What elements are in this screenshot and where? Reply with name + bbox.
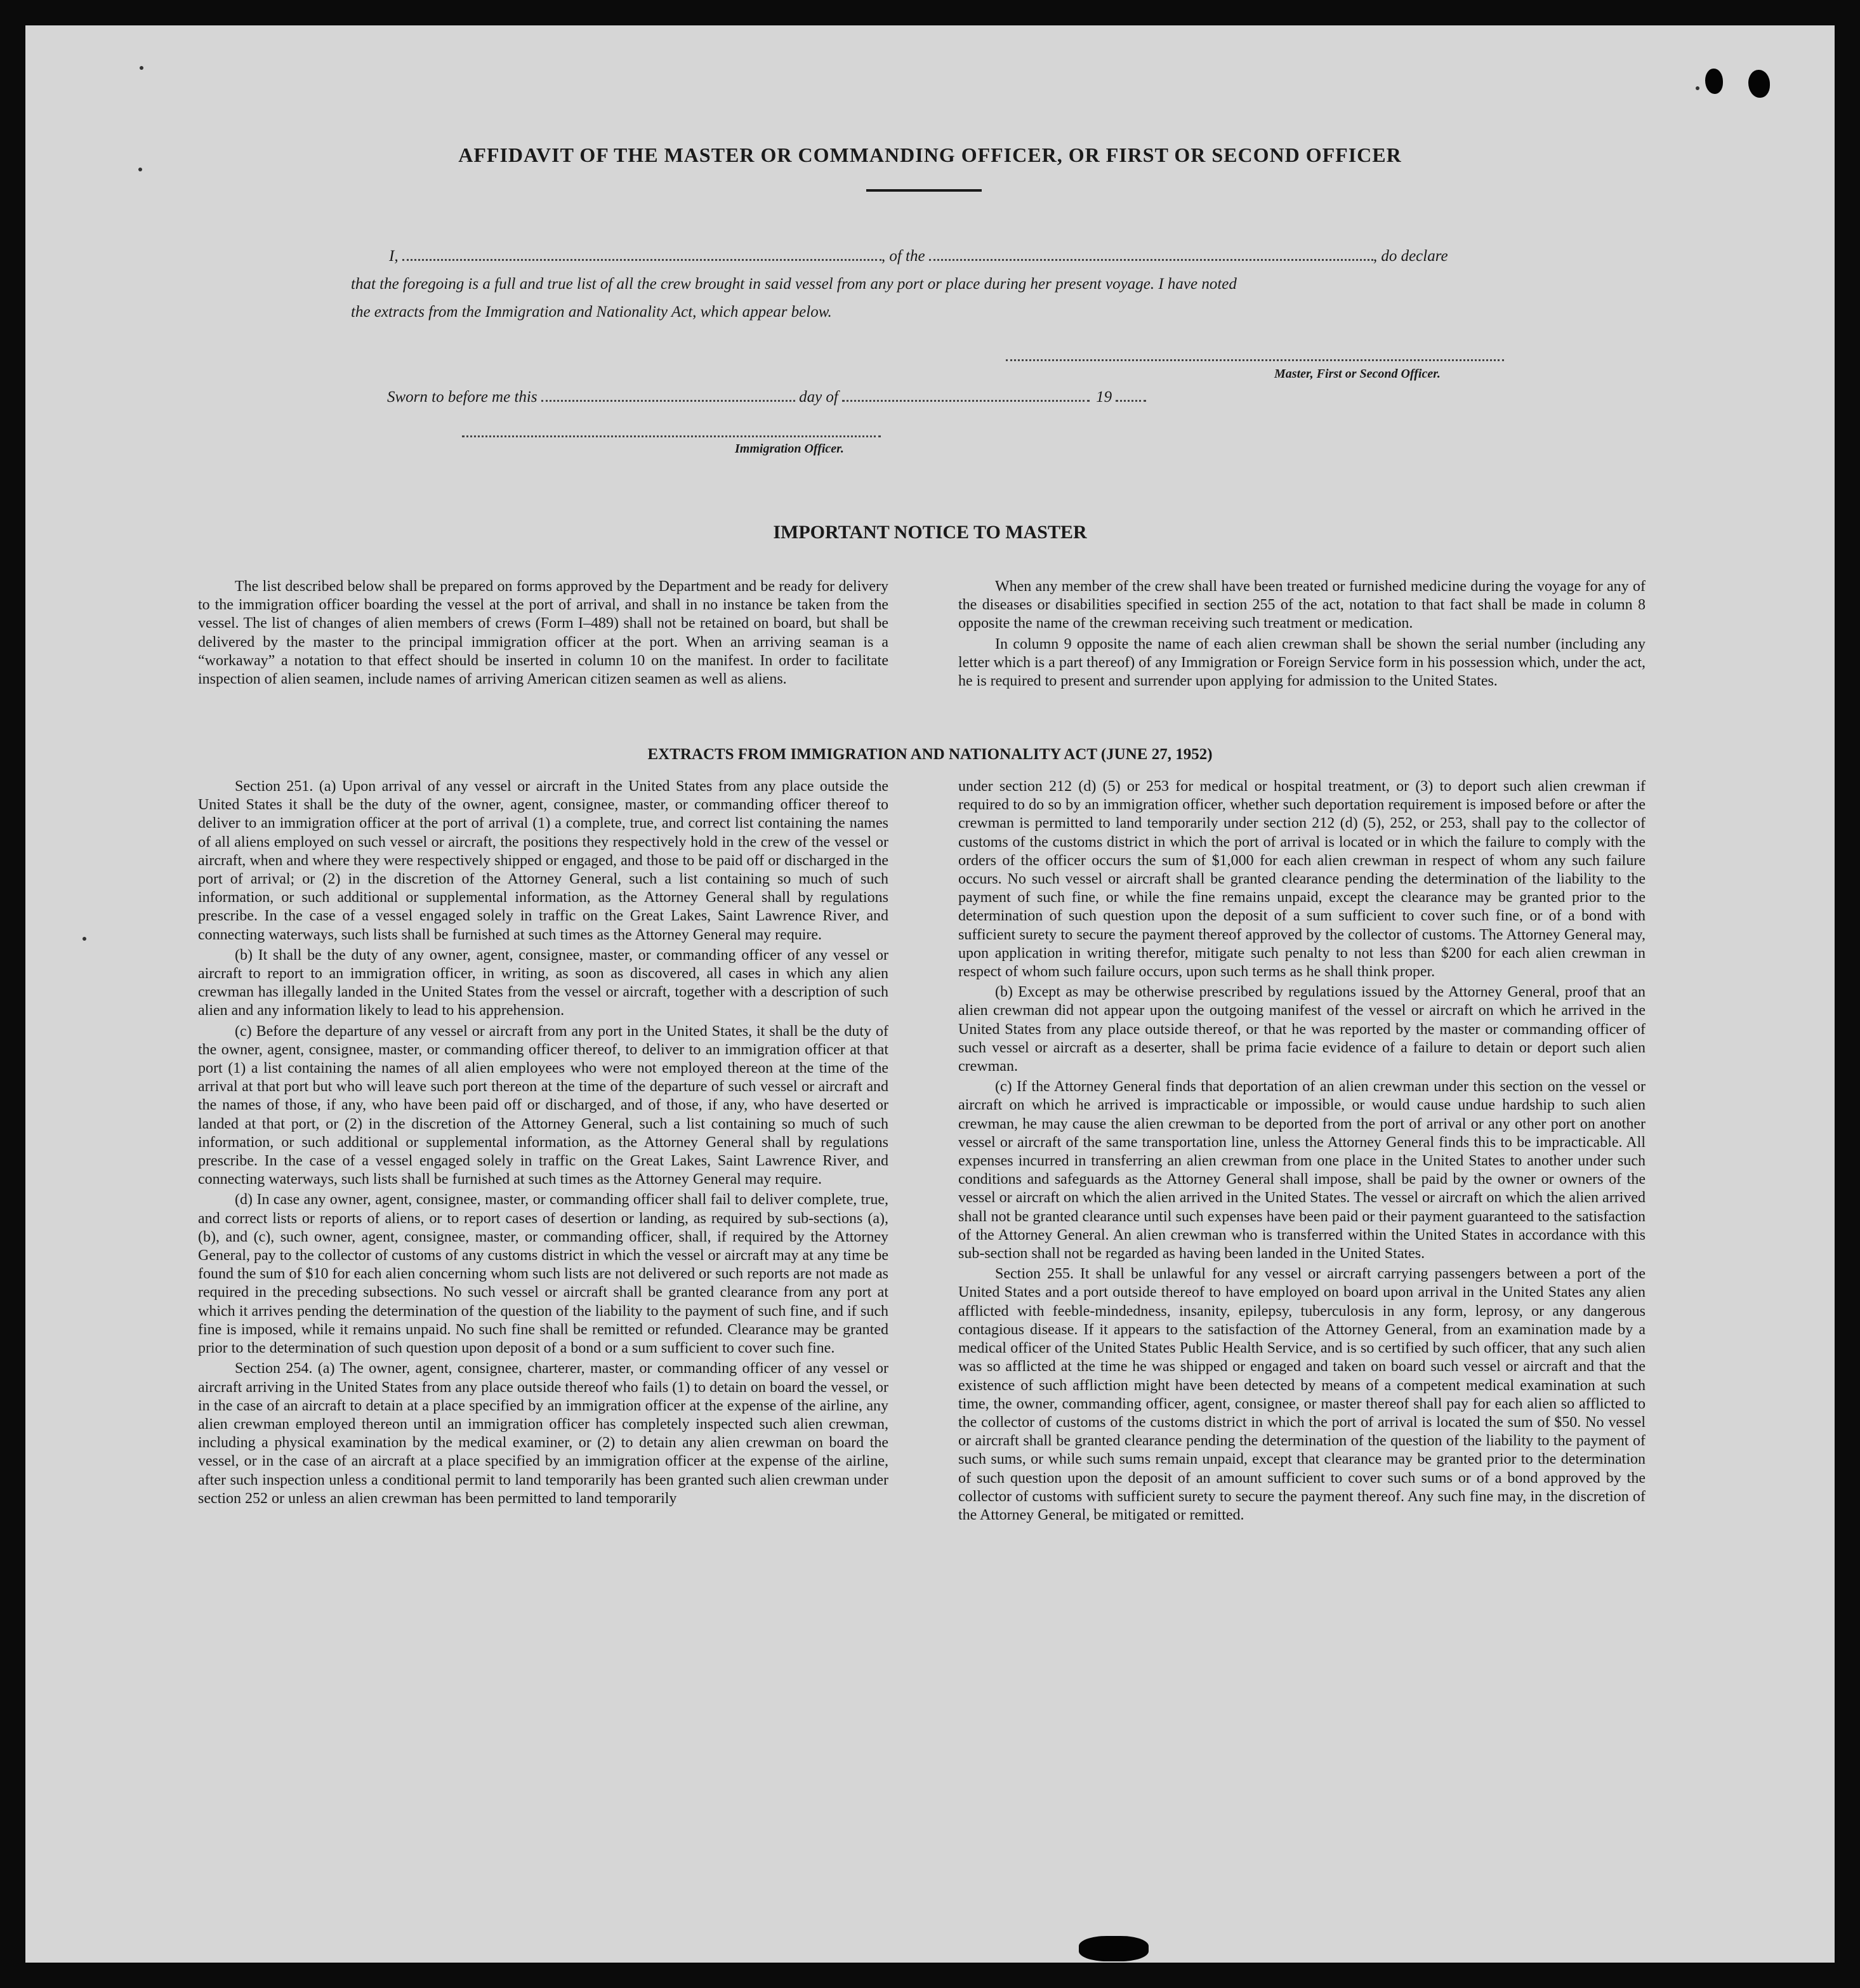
section-251-a: Section 251. (a) Upon arrival of any vessel or aircraft in the United States from any place outside the United States it shall be the duty of the owner, agent, consignee, master, or commanding officer thereof to deliver to an immigration officer at the port of arrival (1) a complete, true, and correct list containing the names of all aliens employed on such vessel or aircraft, the positions they respectively hold in the crew of the vessel or aircraft, when and where they were respectively shipped or engaged, and those to be paid off or discharged in the port of arrival; or (2) in the discretion of the Attorney General, such a list containing so much of such information, or such additional or supplemental information, as the Attorney General shall by regulations prescribe. In the case of a vessel engaged solely in traffic on the Great Lakes, Saint Lawrence River, and connecting waterways, such lists shall be furnished at such times as the Attorney General may require. xyxy=(198,778,888,943)
affidavit-declaration-line xyxy=(389,248,1448,265)
notice-right-column xyxy=(958,578,1646,692)
document-page xyxy=(25,25,1835,1963)
master-signature-field[interactable] xyxy=(1006,348,1504,361)
ink-blot xyxy=(1748,70,1770,98)
sworn-day-field[interactable] xyxy=(541,388,795,402)
section-254-a: Section 254. (a) The owner, agent, consignee, charterer, master, or commanding officer of any vessel or aircraft arriving in the United States from any place outside thereof who fails (1) to detain on board the vessel, or in the case of an aircraft to detain at a place specified by an immigration officer at the expense of the airline, any alien crewman employed thereon until an immigration officer has completely inspected such alien crewman, including a physical examination by the medical examiner, or (2) to detain any alien crewman on board the vessel, or in the case of an aircraft at a place specified by an immigration officer at the expense of the airline, after such inspection unless a conditional permit to land temporarily has been granted such alien crewman under section 252 or unless an alien crewman has been permitted to land temporarily xyxy=(198,1360,888,1507)
immigration-officer-signature-field[interactable] xyxy=(462,424,881,437)
affidavit-line-2: that the foregoing is a full and true list of all the crew brought in said vessel from any port or place during her present voyage. I have noted xyxy=(351,275,1237,293)
section-255: Section 255. It shall be unlawful for any vessel or aircraft carrying passengers between a port of the United States and a port outside thereof to have employed on board upon arrival in the United States any alien afflicted with feeble-mindedness, insanity, epilepsy, tuberculosis in any form, leprosy, or any dangerous contagious disease. If it appears to the satisfaction of the Attorney General, from an examination made by a medical officer of the United States Public Health Service, and is so certified by such officer, that any such alien was so afflicted at the time he was shipped or engaged and taken on board such vessel or aircraft and that the existence of such affliction might have been detected by means of a competent medical examination at such time, the owner, commanding officer, agent, consignee, or master thereof shall pay for each alien so afflicted to the collector of customs of the customs district in which the port of arrival is located the sum of $50. No vessel or aircraft shall be granted clearance pending the determination of the question of the liability to the payment of such sums, or while such sums remain unpaid, except that clearance may be granted prior to the determination of such question upon the deposit of an amount sufficient to cover such sums or of a bond approved by the collector of customs with sufficient surety to secure the payment thereof. Any such fine may, in the discretion of the Attorney General, be mitigated or remitted. xyxy=(958,1266,1646,1523)
extracts-title: EXTRACTS FROM IMMIGRATION AND NATIONALITY ACT (JUNE 27, 1952) xyxy=(647,746,1213,763)
paper-speck xyxy=(138,168,142,171)
notice-title: IMPORTANT NOTICE TO MASTER xyxy=(773,522,1087,543)
master-signature-caption: Master, First or Second Officer. xyxy=(1274,367,1441,381)
paper-speck xyxy=(82,937,86,941)
paper-speck xyxy=(140,66,143,70)
sworn-label: Sworn to before me this xyxy=(387,388,538,406)
section-251-c: (c) Before the departure of any vessel or aircraft from any port in the United States, it shall be the duty of the owner, agent, consignee, master, or commanding officer thereof, to deliver to an immigration officer at that port (1) a list containing the names of all alien employees who were not employed thereon at the time of the arrival at that port but who will leave such port thereon at the time of the departure of such vessel or aircraft and the names of those, if any, who have been paid off or discharged, and of those, if any, who have deserted or landed at that port, or (2) in the discretion of the Attorney General, such a list containing so much of such information, or such additional or supplemental information, as the Attorney General shall by regulations prescribe. In the case of a vessel engaged solely in traffic on the Great Lakes, Saint Lawrence River, and connecting waterways, such lists shall be furnished at such times as the Attorney General may require. xyxy=(198,1023,888,1188)
extracts-left-column xyxy=(198,778,888,1510)
title-rule xyxy=(866,189,982,192)
affidavit-line-3: the extracts from the Immigration and Nationality Act, which appear below. xyxy=(351,303,832,321)
sworn-line xyxy=(387,388,1146,406)
ink-blot xyxy=(1705,69,1723,94)
notice-right-paragraph-2: In column 9 opposite the name of each alien crewman shall be shown the serial number (including any letter which is a part thereof) of any Immigration or Foreign Service form in his possession which, under the act, he is required to present and surrender upon applying for admission to the United States. xyxy=(958,635,1646,690)
immigration-officer-caption: Immigration Officer. xyxy=(735,442,844,456)
notice-left-column xyxy=(198,578,888,691)
extracts-right-column xyxy=(958,778,1646,1527)
notice-left-paragraph: The list described below shall be prepared on forms approved by the Department and be ready for delivery to the immigration officer boarding the vessel at the port of arrival, and shall in no instance be taken from the vessel. The list of changes of alien members of crews (Form I–489) shall not be retained on board, but shall be delivered by the master to the principal immigration officer at the port. When an arriving seaman is a “workaway” a notation to that effect should be inserted in column 10 on the manifest. In order to facilitate inspection of alien seamen, include names of arriving American citizen seamen as well as aliens. xyxy=(198,578,888,688)
day-of-label: day of xyxy=(799,388,838,406)
ink-blot xyxy=(1079,1936,1149,1961)
section-254-c: (c) If the Attorney General finds that deportation of an alien crewman under this section on the vessel or aircraft on which he arrived is impracticable or impossible, or would cause undue hardship to such alien crewman, he may cause the alien crewman to be deported from the port of arrival or any other port on another vessel or aircraft of the same transportation line, unless the Attorney General finds this to be impracticable. All expenses incurred in transferring an alien crewman from one place in the United States to another under such conditions and safeguards as the Attorney General shall impose, shall be paid by the owner or owners of the vessel or aircraft on which the alien arrived in the United States. The vessel or aircraft on which the alien arrived shall not be granted clearance until such expenses have been paid or their payment guaranteed to the satisfaction of the Attorney General. An alien crewman who is transferred within the United States in accordance with this sub-section shall not be regarded as having been landed in the United States. xyxy=(958,1078,1646,1262)
paper-speck xyxy=(1696,86,1699,90)
affidavit-of-the-label: , of the xyxy=(881,248,925,265)
year-prefix-label: 19 xyxy=(1096,388,1112,406)
master-name-field[interactable] xyxy=(402,248,881,261)
sworn-year-field[interactable] xyxy=(1116,388,1146,402)
notice-right-paragraph-1: When any member of the crew shall have been treated or furnished medicine during the voyage for any of the diseases or disabilities specified in section 255 of the act, notation to that fact shall be made in column 8 opposite the name of the crewman receiving such treatment or medication. xyxy=(958,578,1646,632)
section-251-b: (b) It shall be the duty of any owner, agent, consignee, master, or commanding officer of any vessel or aircraft to report to an immigration officer, in writing, as soon as discovered, all cases in which any alien crewman has illegally landed in the United States from the vessel or aircraft, together with a description of such alien and any information likely to lead to his apprehension. xyxy=(198,946,888,1019)
vessel-name-field[interactable] xyxy=(929,248,1373,261)
section-251-d: (d) In case any owner, agent, consignee, master, or commanding officer shall fail to deliver complete, true, and correct lists or reports of aliens, or to report cases of desertion or landing, as required by sub-sections (a), (b), and (c), such owner, agent, consignee, master, or commanding officer, shall, if required by the Attorney General, pay to the collector of customs of any customs district in which the vessel or aircraft may at any time be found the sum of $10 for each alien concerning whom such lists are not delivered or such reports are not made as required in the preceding subsections. No such vessel or aircraft shall be granted clearance from any port at which it arrives pending the determination of the question of the liability to the payment of such fine, and if such fine is imposed, while it remains unpaid. No such fine shall be remitted or refunded. Clearance may be granted prior to the determination of such question upon deposit of a bond or a sum sufficient to cover such fine. xyxy=(198,1191,888,1357)
section-254-a-continued: under section 212 (d) (5) or 253 for medical or hospital treatment, or (3) to deport such alien crewman if required to do so by an immigration officer, whether such deportation requirement is imposed before or after the crewman is permitted to land temporarily under section 212 (d) (5), 252, or 253, shall pay to the collector of customs of the customs district in which the port of arrival is located or in which the failure to comply with the orders of the officer occurs the sum of $1,000 for each alien crewman in respect of whom any such failure occurs. No such vessel or aircraft shall be granted clearance pending the determination of the liability to the payment of such fine, or while the fine remains unpaid, except the clearance may be granted prior to the determination of such question upon the deposit of a sum sufficient to cover such fine, or of a bond with sufficient surety to secure the payment thereof approved by the collector of customs. The Attorney General may, upon application in writing therefor, mitigate such penalty to not less than $200 for each alien crewman in respect of whom such failure occurs, upon such terms as he shall think proper. xyxy=(958,778,1646,981)
affidavit-i-label: I, xyxy=(389,248,399,265)
sworn-month-field[interactable] xyxy=(842,388,1090,402)
section-254-b: (b) Except as may be otherwise prescribed by regulations issued by the Attorney General, proof that an alien crewman did not appear upon the outgoing manifest of the vessel or aircraft on which he arrived in the United States from any place outside thereof, or that he was reported by the master or commanding officer of such vessel or aircraft as a deserter, shall be prima facie evidence of a failure to detain or deport such alien crewman. xyxy=(958,984,1646,1075)
affidavit-declare-label: , do declare xyxy=(1373,248,1448,265)
affidavit-title: AFFIDAVIT OF THE MASTER OR COMMANDING OFFICER, OR FIRST OR SECOND OFFICER xyxy=(458,143,1402,166)
